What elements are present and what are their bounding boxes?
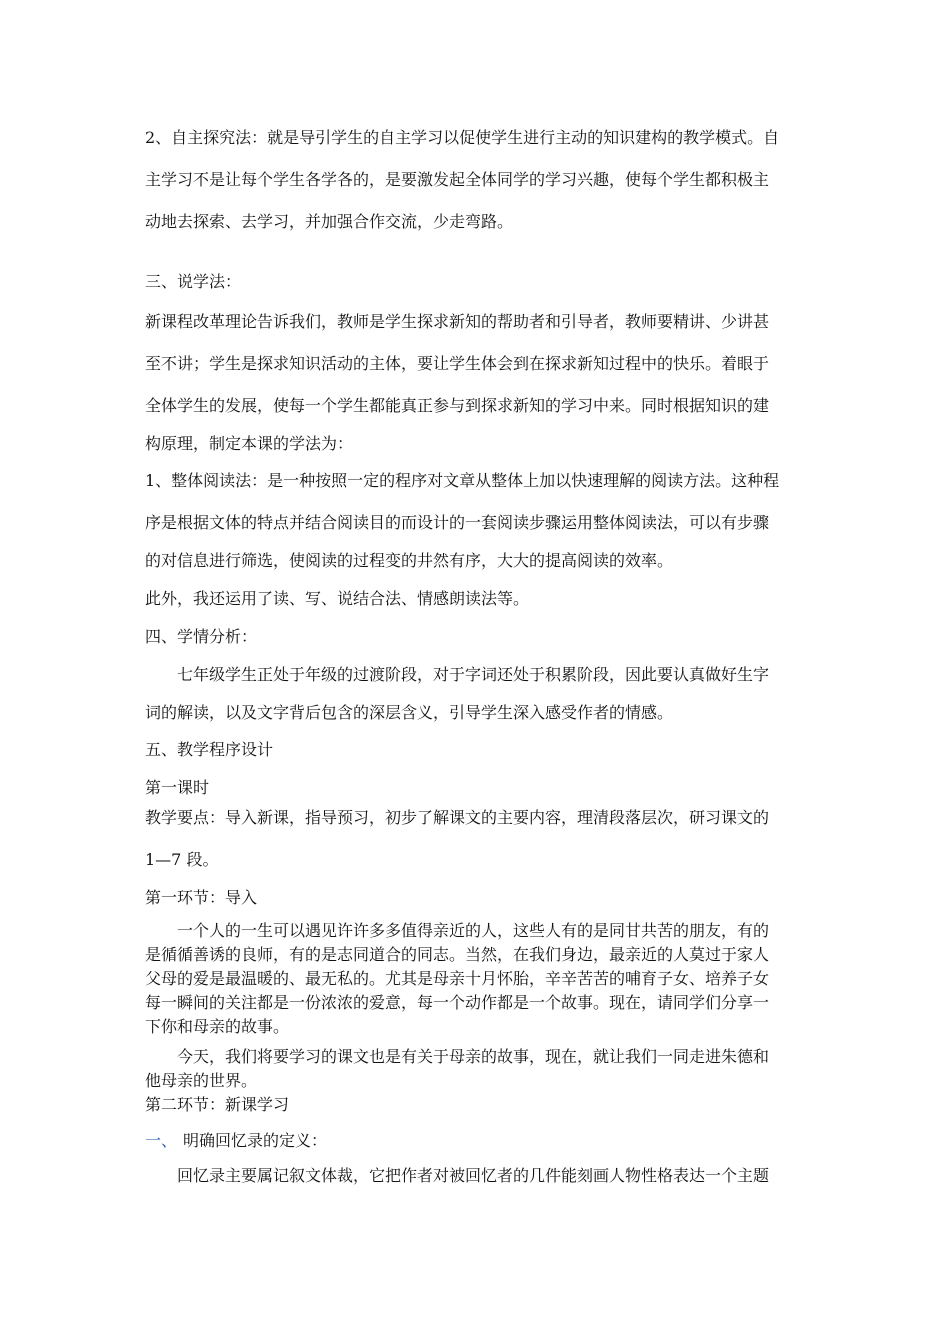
section-heading: 四、学情分析：	[145, 627, 258, 646]
list-item-text: 明确回忆录的定义：	[183, 1131, 328, 1150]
text-line: 今天，我们将要学习的课文也是有关于母亲的故事，现在，就让我们一同走进朱德和	[177, 1047, 770, 1066]
text-line: 教学要点：导入新课，指导预习，初步了解课文的主要内容，理清段落层次，研习课文的	[145, 808, 770, 827]
text-line: 每一瞬间的关注都是一份浓浓的爱意，每一个动作都是一个故事。现在，请同学们分享一	[145, 993, 770, 1012]
text-line: 2、自主探究法：就是导引学生的自主学习以促使学生进行主动的知识建构的教学模式。自	[145, 128, 780, 147]
text-line: 全体学生的发展，使每一个学生都能真正参与到探求新知的学习中来。同时根据知识的建	[145, 396, 770, 415]
text-line: 构原理，制定本课的学法为：	[145, 434, 354, 453]
text-line: 是循循善诱的良师，有的是志同道合的同志。当然，在我们身边，最亲近的人莫过于家人	[145, 945, 770, 964]
text-line: 1—7 段。	[145, 850, 219, 869]
text-line: 下你和母亲的故事。	[145, 1017, 290, 1036]
sub-heading: 第一环节：导入	[145, 888, 258, 907]
text-line: 序是根据文体的特点并结合阅读目的而设计的一套阅读步骤运用整体阅读法，可以有步骤	[145, 513, 770, 532]
section-heading: 五、教学程序设计	[145, 740, 274, 759]
text-line: 一个人的一生可以遇见许许多多值得亲近的人，这些人有的是同甘共苦的朋友，有的	[177, 921, 770, 940]
text-line: 父母的爱是最温暖的、最无私的。尤其是母亲十月怀胎，辛辛苦苦的哺育子女、培养子女	[145, 969, 770, 988]
text-line: 1、整体阅读法：是一种按照一定的程序对文章从整体上加以快速理解的阅读方法。这种程	[145, 471, 780, 490]
text-line: 回忆录主要属记叙文体裁，它把作者对被回忆者的几件能刻画人物性格表达一个主题	[177, 1166, 770, 1185]
text-line: 动地去探索、去学习，并加强合作交流，少走弯路。	[145, 212, 514, 231]
text-line: 的对信息进行筛选，使阅读的过程变的井然有序，大大的提高阅读的效率。	[145, 551, 674, 570]
text-line: 他母亲的世界。	[145, 1071, 258, 1090]
sub-heading: 第一课时	[145, 778, 210, 797]
text-line: 至不讲；学生是探求知识活动的主体，要让学生体会到在探求新知过程中的快乐。着眼于	[145, 354, 770, 373]
text-line: 此外，我还运用了读、写、说结合法、情感朗读法等。	[145, 589, 530, 608]
sub-heading: 第二环节：新课学习	[145, 1095, 290, 1114]
list-number: 一、	[145, 1131, 178, 1150]
section-heading: 三、说学法：	[145, 272, 242, 291]
text-line: 词的解读，以及文字背后包含的深层含义，引导学生深入感受作者的情感。	[145, 703, 674, 722]
text-line: 新课程改革理论告诉我们，教师是学生探求新知的帮助者和引导者，教师要精讲、少讲甚	[145, 312, 770, 331]
text-line: 七年级学生正处于年级的过渡阶段，对于字词还处于积累阶段，因此要认真做好生字	[177, 665, 770, 684]
text-line: 主学习不是让每个学生各学各的，是要激发起全体同学的学习兴趣，使每个学生都积极主	[145, 170, 770, 189]
